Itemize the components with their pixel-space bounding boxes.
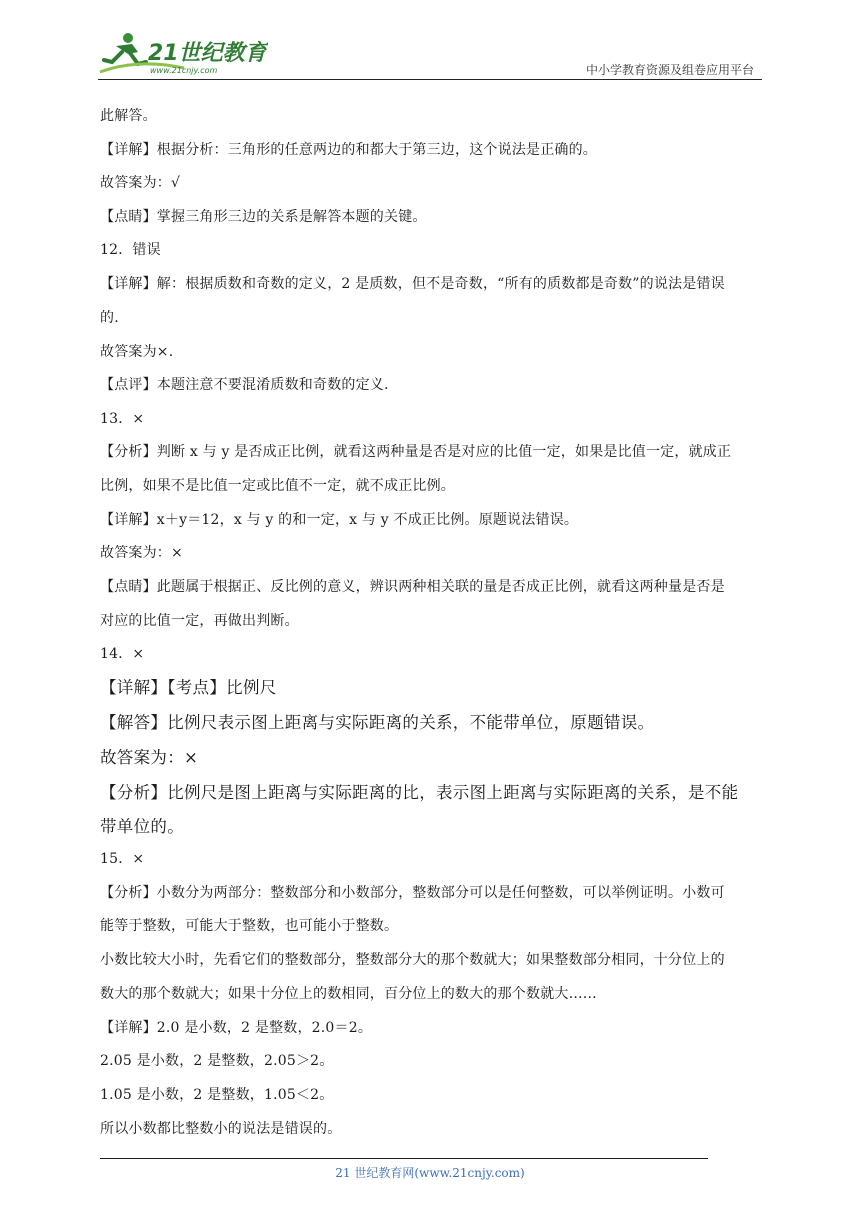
text-line: 故答案为：√	[100, 175, 181, 191]
text-line: 【点评】本题注意不要混淆质数和奇数的定义.	[100, 377, 389, 393]
text-line: 故答案为×.	[100, 344, 174, 360]
text-line: 所以小数都比整数小的说法是错误的。	[100, 1121, 342, 1137]
text-line: 此解答。	[100, 108, 157, 124]
text-line: 【解答】比例尺表示图上距离与实际距离的关系，不能带单位，原题错误。	[100, 713, 655, 732]
text-line: 【点睛】掌握三角形三边的关系是解答本题的关键。	[100, 209, 427, 225]
page-header	[98, 28, 762, 80]
logo-21cnjy	[98, 28, 268, 78]
text-line: 【分析】小数分为两部分：整数部分和小数部分，整数部分可以是任何整数，可以举例证明。小数可	[100, 885, 725, 901]
text-line: 比例，如果不是比值一定或比值不一定，就不成正比例。	[100, 478, 455, 494]
text-line: 能等于整数，可能大于整数，也可能小于整数。	[100, 918, 399, 934]
text-line: 2.05 是小数，2 是整数，2.05＞2。	[100, 1053, 334, 1069]
text-line: 故答案为：×	[100, 545, 183, 561]
question-number: 13．×	[100, 411, 145, 427]
footer-divider	[100, 1158, 708, 1159]
question-number: 14．×	[100, 646, 145, 662]
text-line: 故答案为：×	[100, 748, 199, 767]
text-line: 【详解】解：根据质数和奇数的定义，2 是质数，但不是奇数，“所有的质数都是奇数”的说法是错误	[100, 276, 725, 292]
footer-link[interactable]: 21 世纪教育网(www.21cnjy.com)	[335, 1166, 525, 1180]
text-line: 对应的比值一定，再做出判断。	[100, 613, 299, 629]
question-number: 12．错误	[100, 242, 161, 258]
text-line: 小数比较大小时，先看它们的整数部分，整数部分大的那个数就大；如果整数部分相同，十分位上的	[100, 952, 725, 968]
text-line: 带单位的。	[100, 817, 184, 836]
text-line: 【详解】根据分析：三角形的任意两边的和都大于第三边，这个说法是正确的。	[100, 142, 597, 158]
svg-text:21世纪教育: 21世纪教育	[148, 41, 267, 66]
text-line: 【详解】x＋y＝12，x 与 y 的和一定，x 与 y 不成正比例。原题说法错误。	[100, 512, 579, 528]
text-line: 【点睛】此题属于根据正、反比例的意义，辨识两种相关联的量是否成正比例，就看这两种量是否是	[100, 579, 725, 595]
text-line: 数大的那个数就大；如果十分位上的数相同，百分位上的数大的那个数就大……	[100, 986, 597, 1002]
text-line: 【分析】比例尺是图上距离与实际距离的比，表示图上距离与实际距离的关系，是不能	[100, 783, 739, 802]
text-line: 【详解】2.0 是小数，2 是整数，2.0＝2。	[100, 1020, 373, 1036]
svg-text:www.21cnjy.com: www.21cnjy.com	[150, 66, 218, 75]
question-number: 15．×	[100, 851, 145, 867]
text-line: 1.05 是小数，2 是整数，1.05＜2。	[100, 1087, 334, 1103]
platform-name: 中小学教育资源及组卷应用平台	[585, 63, 754, 77]
text-line: 的.	[100, 310, 119, 326]
text-line: 【分析】判断 x 与 y 是否成正比例，就看这两种量是否是对应的比值一定，如果是比值一定，就成正	[100, 444, 732, 460]
header-divider	[98, 79, 762, 80]
text-line: 【详解】【考点】比例尺	[100, 678, 277, 697]
